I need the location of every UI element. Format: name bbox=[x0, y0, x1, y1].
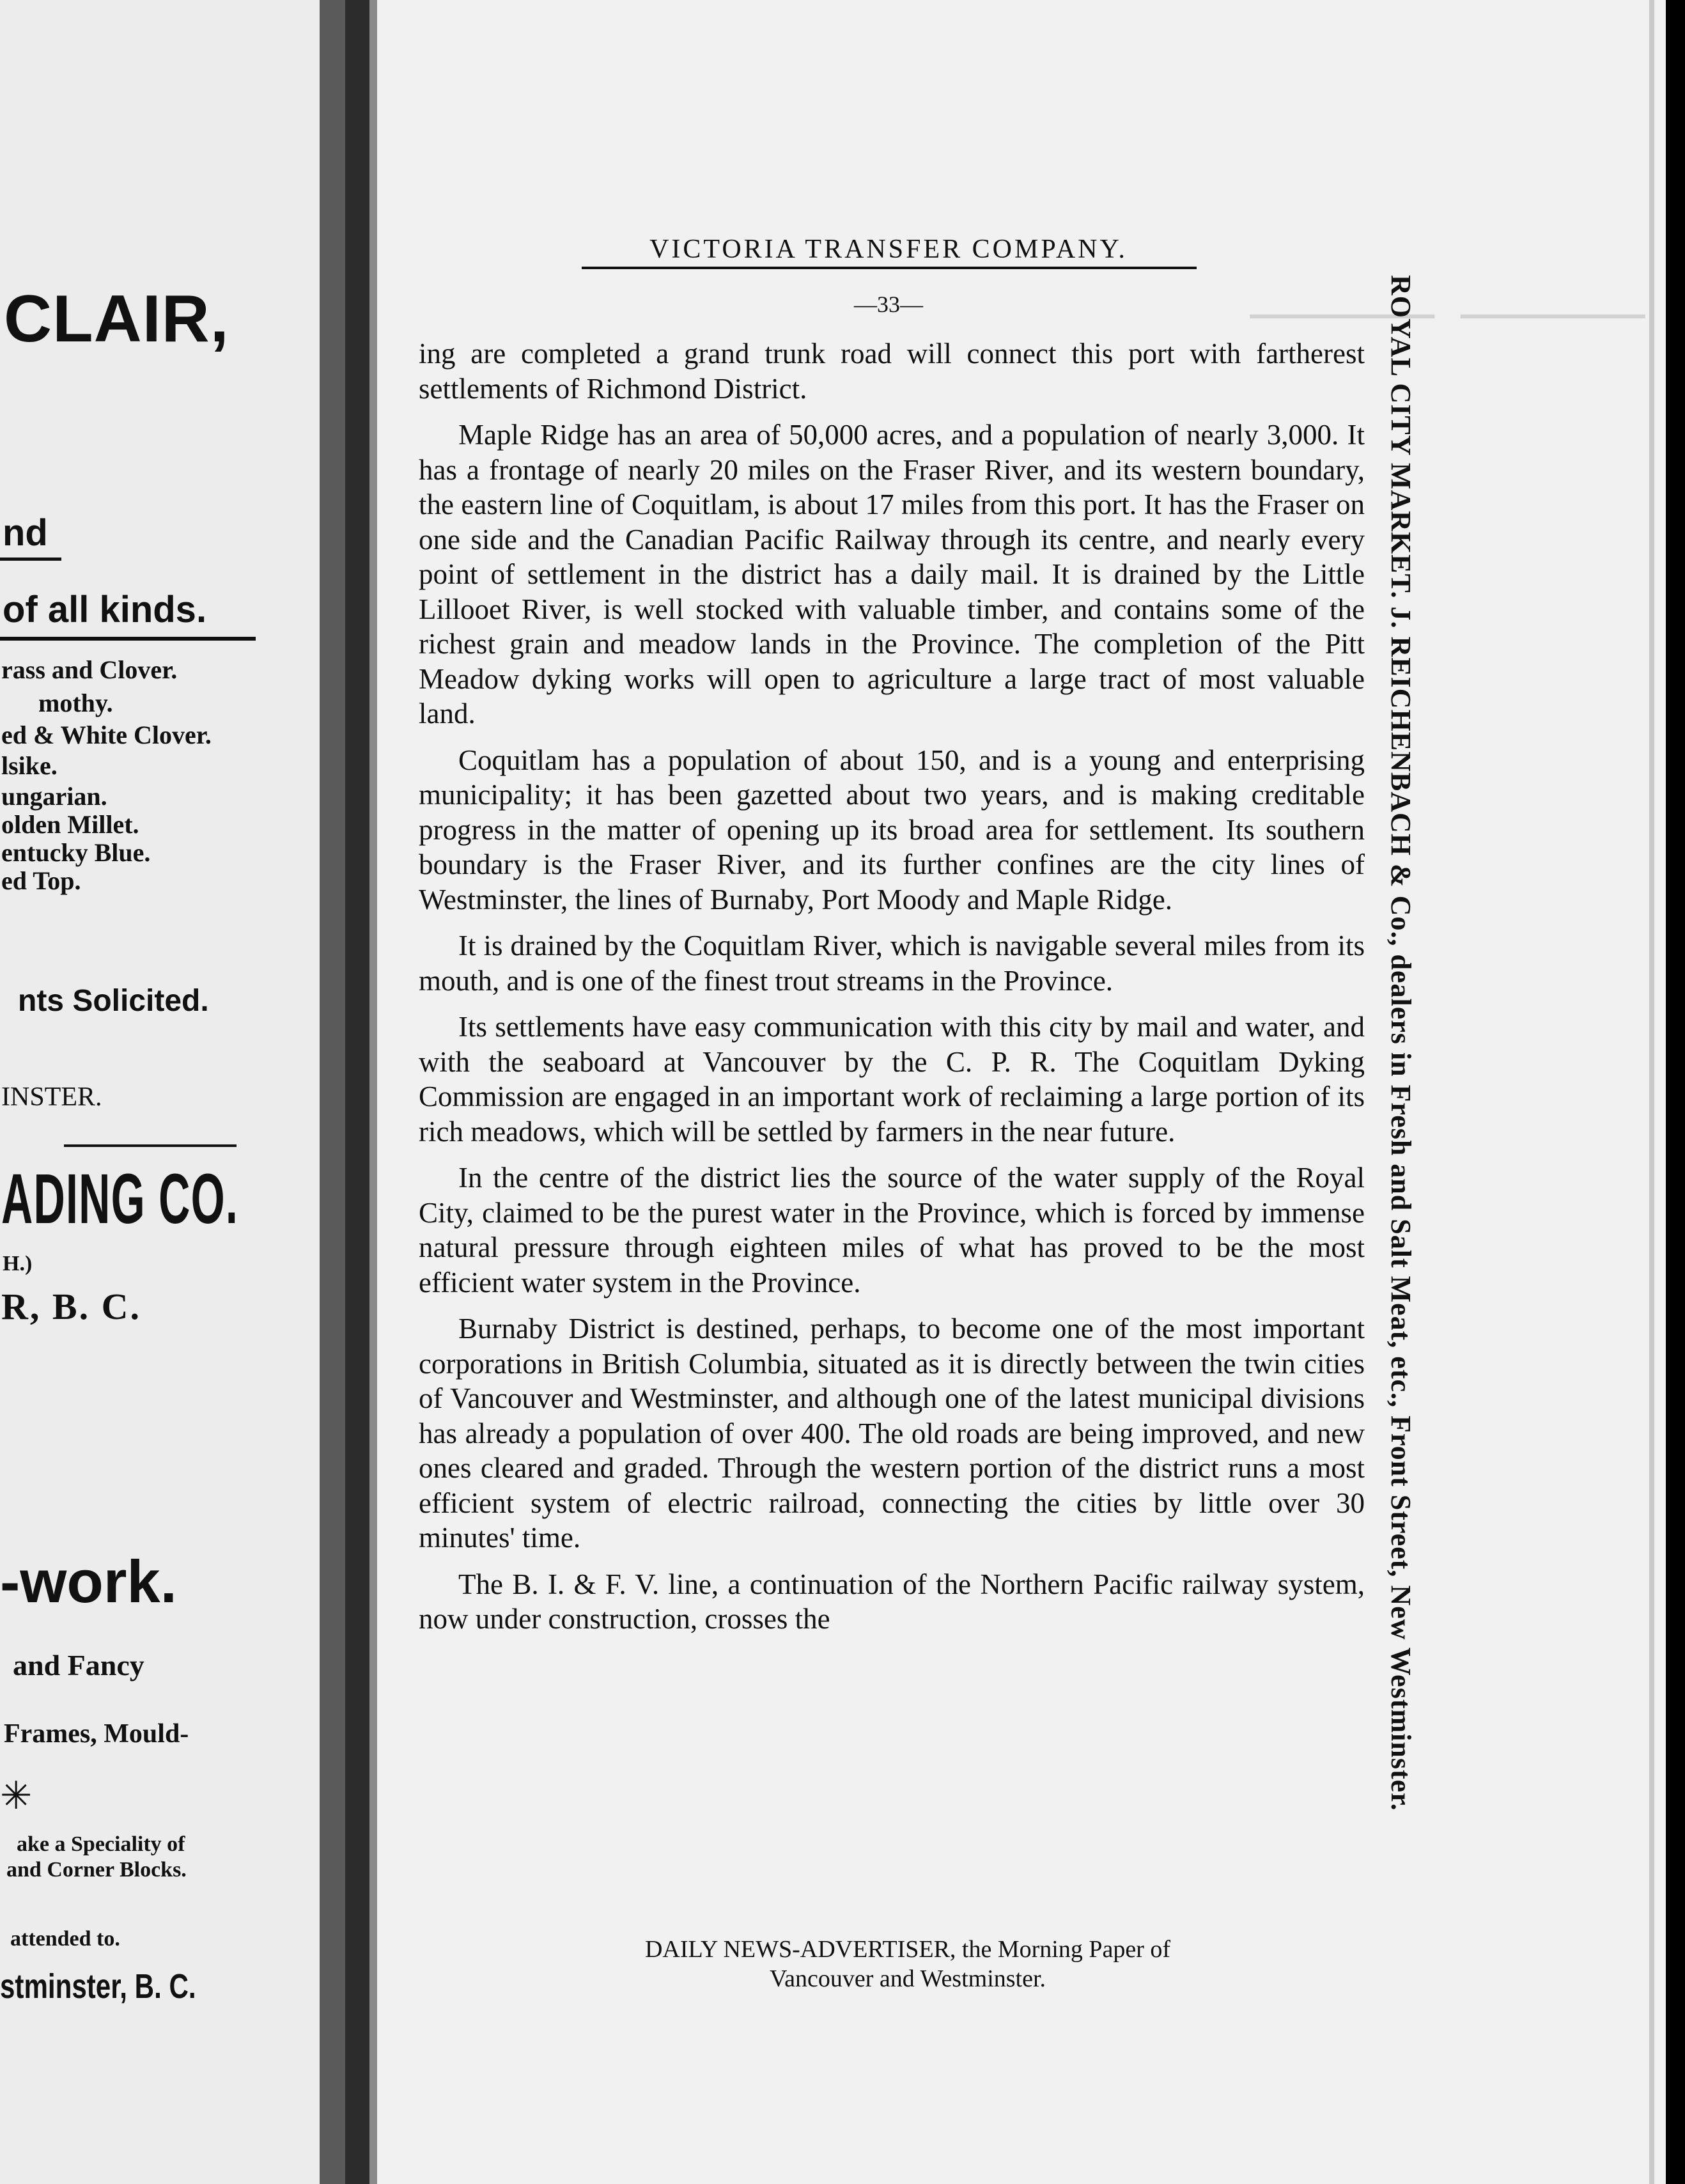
left-page-rule bbox=[0, 637, 256, 641]
paragraph: Burnaby District is destined, perhaps, to become one of the most important corporations in British Columbia, situated as it is directly between the twin cities of Vancouver and Westminster, and although one of the latest municipal divisions has already a population of over 400. The old roads are being improved, and new ones cleared and graded. Through the western portion of the district runs a most efficient system of electric railroad, connecting the cities by little over 30 minutes' time. bbox=[419, 1313, 1365, 1554]
left-page-line: nts Solicited. bbox=[18, 984, 209, 1018]
left-page-line: attended to. bbox=[10, 1927, 120, 1951]
page-footer bbox=[531, 1935, 1285, 1993]
page-number: —33— bbox=[854, 292, 923, 317]
left-page-line: H.) bbox=[3, 1252, 33, 1275]
left-page-line: ed & White Clover. bbox=[1, 721, 212, 749]
page-edge bbox=[1649, 0, 1654, 2184]
left-page-line: R, B. C. bbox=[1, 1286, 141, 1327]
left-page-line: mothy. bbox=[38, 689, 113, 717]
article-body bbox=[419, 336, 1365, 1648]
left-page-line: ADING CO. bbox=[1, 1160, 239, 1238]
paragraph: The B. I. & F. V. line, a continuation of the Northern Pacific railway system, now under construction, crosses the bbox=[419, 1568, 1365, 1635]
left-page-line: Frames, Mould- bbox=[4, 1719, 189, 1749]
running-header: VICTORIA TRANSFER COMPANY. bbox=[649, 235, 1128, 264]
paragraph: Maple Ridge has an area of 50,000 acres, and a population of nearly 3,000. It has a frontage of nearly 20 miles on the Fraser River, and its western boundary, the eastern line of Coquitlam, is about 17 miles from this port. It has the Fraser on one side and the Canadian Pacific Railway through its centre, and nearly every point of settlement in the district has a daily mail. It is drained by the Little Lillooet River, is well stocked with valuable timber, and contains some of the richest grain and meadow lands in the Province. The completion of the Pitt Meadow dyking works will open to agriculture a large tract of most valuable land. bbox=[419, 419, 1365, 729]
paragraph: Its settlements have easy communication with this city by mail and water, and with the seaboard at Vancouver by the C. P. R. The Coquitlam Dyking Commission are engaged in an important work of reclaiming a large portion of its rich meadows, which will be settled by farmers in the near future. bbox=[419, 1011, 1365, 1148]
left-page-line: rass and Clover. bbox=[1, 655, 178, 684]
left-page-line: nd bbox=[3, 512, 48, 554]
left-page-line: ungarian. bbox=[1, 782, 107, 811]
left-page-rule bbox=[64, 1144, 237, 1147]
left-page-line: INSTER. bbox=[1, 1082, 102, 1112]
left-page-line: olden Millet. bbox=[1, 810, 139, 839]
footer-line: Vancouver and Westminster. bbox=[769, 1965, 1046, 1992]
paragraph: In the centre of the district lies the source of the water supply of the Royal City, claimed to be the purest water in the Province, which is forced by immense natural pressure through eighteen miles of what has proved to be the most efficient water system in the Province. bbox=[419, 1162, 1365, 1299]
paragraph: Coquitlam has a population of about 150, and is a young and enterprising municipality; it has been gazetted about two years, and is making creditable progress in the matter of opening up its broad area for settlement. Its southern boundary is the Fraser River, and its further confines are the city lines of Westminster, the lines of Burnaby, Port Moody and Maple Ridge. bbox=[419, 744, 1365, 916]
show-through: ⸻ ⸻ bbox=[1246, 269, 1649, 354]
ornament-icon: ✳ bbox=[0, 1775, 33, 1817]
binding-gutter bbox=[320, 0, 345, 2184]
header-rule bbox=[582, 267, 1197, 269]
footer-line: DAILY NEWS-ADVERTISER, the Morning Paper of bbox=[644, 1936, 1171, 1963]
vertical-advertisement: ROYAL CITY MARKET. J. REICHENBACH & Co., dealers in Fresh and Salt Meat, etc., Front Street, New Westminster. bbox=[1385, 275, 1417, 1811]
left-page-line: ake a Speciality of bbox=[17, 1832, 185, 1856]
left-page-line: lsike. bbox=[1, 751, 58, 780]
left-page-rule bbox=[0, 558, 61, 561]
left-page-line: -work. bbox=[0, 1548, 177, 1615]
left-page bbox=[0, 0, 358, 2184]
left-page-line: ed Top. bbox=[1, 866, 81, 895]
left-page-line: stminster, B. C. bbox=[0, 1967, 196, 2006]
left-page-line: of all kinds. bbox=[3, 589, 207, 630]
paragraph: ing are completed a grand trunk road will connect this port with fartherest settlements of Richmond District. bbox=[419, 338, 1365, 405]
binding-gutter-shadow bbox=[345, 0, 369, 2184]
left-page-line: CLAIR, bbox=[4, 282, 229, 356]
left-page-line: entucky Blue. bbox=[1, 838, 151, 867]
paragraph: It is drained by the Coquitlam River, which is navigable several miles from its mouth, and is one of the finest trout streams in the Province. bbox=[419, 930, 1365, 997]
left-page-line: and Fancy bbox=[13, 1649, 144, 1681]
scan-border bbox=[1666, 0, 1685, 2184]
left-page-line: and Corner Blocks. bbox=[6, 1858, 187, 1882]
